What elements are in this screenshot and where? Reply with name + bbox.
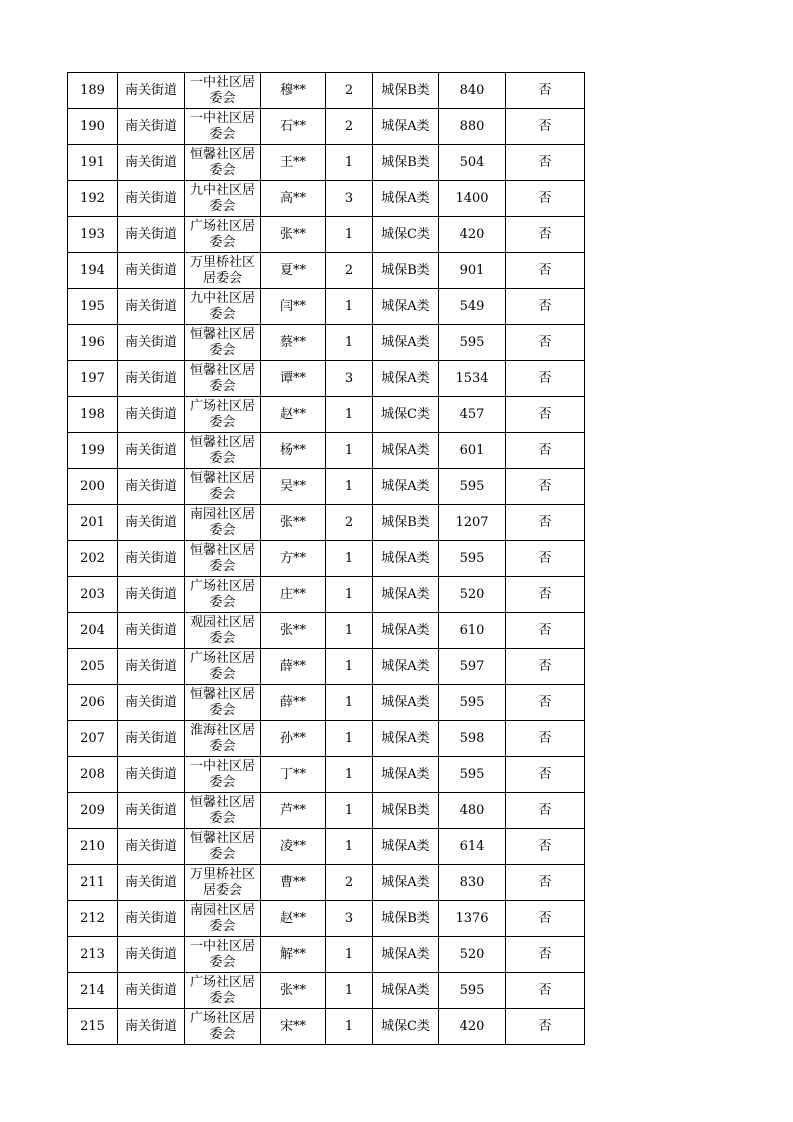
street-cell: 南关街道 <box>118 577 185 613</box>
category-cell: 城保A类 <box>373 613 439 649</box>
street-cell: 南关街道 <box>118 901 185 937</box>
household-size-cell: 1 <box>326 973 373 1009</box>
flag-cell: 否 <box>506 397 585 433</box>
household-size-cell: 1 <box>326 793 373 829</box>
row-number-cell: 209 <box>68 793 118 829</box>
amount-cell: 598 <box>439 721 506 757</box>
flag-cell: 否 <box>506 937 585 973</box>
name-cell: 张** <box>261 217 326 253</box>
amount-cell: 595 <box>439 541 506 577</box>
street-cell: 南关街道 <box>118 73 185 109</box>
category-cell: 城保A类 <box>373 433 439 469</box>
row-number-cell: 212 <box>68 901 118 937</box>
flag-cell: 否 <box>506 217 585 253</box>
amount-cell: 610 <box>439 613 506 649</box>
table-row <box>68 937 585 973</box>
table-row <box>68 109 585 145</box>
street-cell: 南关街道 <box>118 829 185 865</box>
table-row <box>68 829 585 865</box>
street-cell: 南关街道 <box>118 1009 185 1045</box>
row-number-cell: 199 <box>68 433 118 469</box>
community-cell: 南园社区居委会 <box>185 901 261 937</box>
name-cell: 谭** <box>261 361 326 397</box>
amount-cell: 595 <box>439 685 506 721</box>
flag-cell: 否 <box>506 685 585 721</box>
table-row <box>68 577 585 613</box>
household-size-cell: 1 <box>326 289 373 325</box>
amount-cell: 504 <box>439 145 506 181</box>
row-number-cell: 213 <box>68 937 118 973</box>
name-cell: 吴** <box>261 469 326 505</box>
name-cell: 杨** <box>261 433 326 469</box>
row-number-cell: 195 <box>68 289 118 325</box>
row-number-cell: 214 <box>68 973 118 1009</box>
flag-cell: 否 <box>506 541 585 577</box>
table-row <box>68 685 585 721</box>
name-cell: 薛** <box>261 685 326 721</box>
category-cell: 城保A类 <box>373 109 439 145</box>
category-cell: 城保A类 <box>373 685 439 721</box>
category-cell: 城保B类 <box>373 901 439 937</box>
household-size-cell: 1 <box>326 937 373 973</box>
name-cell: 凌** <box>261 829 326 865</box>
amount-cell: 830 <box>439 865 506 901</box>
household-size-cell: 2 <box>326 865 373 901</box>
flag-cell: 否 <box>506 109 585 145</box>
household-size-cell: 3 <box>326 901 373 937</box>
household-size-cell: 1 <box>326 325 373 361</box>
flag-cell: 否 <box>506 649 585 685</box>
amount-cell: 595 <box>439 469 506 505</box>
table-row <box>68 793 585 829</box>
street-cell: 南关街道 <box>118 397 185 433</box>
category-cell: 城保A类 <box>373 325 439 361</box>
flag-cell: 否 <box>506 505 585 541</box>
amount-cell: 480 <box>439 793 506 829</box>
name-cell: 解** <box>261 937 326 973</box>
row-number-cell: 192 <box>68 181 118 217</box>
community-cell: 恒馨社区居委会 <box>185 793 261 829</box>
amount-cell: 840 <box>439 73 506 109</box>
household-size-cell: 1 <box>326 757 373 793</box>
flag-cell: 否 <box>506 469 585 505</box>
category-cell: 城保A类 <box>373 865 439 901</box>
row-number-cell: 191 <box>68 145 118 181</box>
table-row <box>68 361 585 397</box>
name-cell: 高** <box>261 181 326 217</box>
row-number-cell: 206 <box>68 685 118 721</box>
community-cell: 恒馨社区居委会 <box>185 829 261 865</box>
community-cell: 恒馨社区居委会 <box>185 145 261 181</box>
street-cell: 南关街道 <box>118 649 185 685</box>
name-cell: 闫** <box>261 289 326 325</box>
household-size-cell: 1 <box>326 577 373 613</box>
table-row <box>68 541 585 577</box>
table-row <box>68 973 585 1009</box>
flag-cell: 否 <box>506 289 585 325</box>
row-number-cell: 194 <box>68 253 118 289</box>
community-cell: 南园社区居委会 <box>185 505 261 541</box>
name-cell: 夏** <box>261 253 326 289</box>
row-number-cell: 205 <box>68 649 118 685</box>
street-cell: 南关街道 <box>118 541 185 577</box>
table-row <box>68 397 585 433</box>
amount-cell: 880 <box>439 109 506 145</box>
category-cell: 城保C类 <box>373 1009 439 1045</box>
flag-cell: 否 <box>506 433 585 469</box>
community-cell: 一中社区居委会 <box>185 73 261 109</box>
category-cell: 城保A类 <box>373 973 439 1009</box>
name-cell: 庄** <box>261 577 326 613</box>
table-body <box>68 73 585 1045</box>
community-cell: 广场社区居委会 <box>185 217 261 253</box>
household-size-cell: 2 <box>326 505 373 541</box>
table-row <box>68 433 585 469</box>
household-size-cell: 1 <box>326 145 373 181</box>
flag-cell: 否 <box>506 793 585 829</box>
community-cell: 一中社区居委会 <box>185 937 261 973</box>
name-cell: 宋** <box>261 1009 326 1045</box>
name-cell: 王** <box>261 145 326 181</box>
household-size-cell: 2 <box>326 253 373 289</box>
flag-cell: 否 <box>506 181 585 217</box>
community-cell: 广场社区居委会 <box>185 1009 261 1045</box>
amount-cell: 614 <box>439 829 506 865</box>
table-row <box>68 721 585 757</box>
table-row <box>68 613 585 649</box>
flag-cell: 否 <box>506 253 585 289</box>
amount-cell: 420 <box>439 217 506 253</box>
community-cell: 广场社区居委会 <box>185 397 261 433</box>
community-cell: 万里桥社区居委会 <box>185 865 261 901</box>
flag-cell: 否 <box>506 613 585 649</box>
category-cell: 城保A类 <box>373 721 439 757</box>
amount-cell: 595 <box>439 973 506 1009</box>
amount-cell: 549 <box>439 289 506 325</box>
row-number-cell: 196 <box>68 325 118 361</box>
category-cell: 城保A类 <box>373 829 439 865</box>
street-cell: 南关街道 <box>118 757 185 793</box>
amount-cell: 1376 <box>439 901 506 937</box>
row-number-cell: 202 <box>68 541 118 577</box>
category-cell: 城保B类 <box>373 73 439 109</box>
household-size-cell: 2 <box>326 109 373 145</box>
community-cell: 一中社区居委会 <box>185 757 261 793</box>
category-cell: 城保C类 <box>373 397 439 433</box>
row-number-cell: 208 <box>68 757 118 793</box>
community-cell: 万里桥社区居委会 <box>185 253 261 289</box>
amount-cell: 595 <box>439 757 506 793</box>
household-size-cell: 1 <box>326 685 373 721</box>
row-number-cell: 204 <box>68 613 118 649</box>
flag-cell: 否 <box>506 721 585 757</box>
household-size-cell: 1 <box>326 649 373 685</box>
name-cell: 穆** <box>261 73 326 109</box>
community-cell: 恒馨社区居委会 <box>185 325 261 361</box>
amount-cell: 420 <box>439 1009 506 1045</box>
table-row <box>68 217 585 253</box>
table-row <box>68 325 585 361</box>
category-cell: 城保A类 <box>373 181 439 217</box>
table-row <box>68 901 585 937</box>
name-cell: 孙** <box>261 721 326 757</box>
street-cell: 南关街道 <box>118 181 185 217</box>
table-row <box>68 757 585 793</box>
street-cell: 南关街道 <box>118 433 185 469</box>
street-cell: 南关街道 <box>118 865 185 901</box>
category-cell: 城保C类 <box>373 217 439 253</box>
name-cell: 蔡** <box>261 325 326 361</box>
name-cell: 张** <box>261 613 326 649</box>
flag-cell: 否 <box>506 973 585 1009</box>
street-cell: 南关街道 <box>118 361 185 397</box>
community-cell: 九中社区居委会 <box>185 181 261 217</box>
name-cell: 薛** <box>261 649 326 685</box>
row-number-cell: 210 <box>68 829 118 865</box>
amount-cell: 1207 <box>439 505 506 541</box>
name-cell: 石** <box>261 109 326 145</box>
name-cell: 方** <box>261 541 326 577</box>
street-cell: 南关街道 <box>118 721 185 757</box>
table-row <box>68 181 585 217</box>
table-row <box>68 145 585 181</box>
assistance-table <box>67 72 585 1045</box>
flag-cell: 否 <box>506 577 585 613</box>
street-cell: 南关街道 <box>118 253 185 289</box>
amount-cell: 520 <box>439 577 506 613</box>
amount-cell: 1400 <box>439 181 506 217</box>
community-cell: 恒馨社区居委会 <box>185 685 261 721</box>
street-cell: 南关街道 <box>118 685 185 721</box>
category-cell: 城保B类 <box>373 145 439 181</box>
flag-cell: 否 <box>506 325 585 361</box>
street-cell: 南关街道 <box>118 937 185 973</box>
amount-cell: 595 <box>439 325 506 361</box>
household-size-cell: 2 <box>326 73 373 109</box>
amount-cell: 597 <box>439 649 506 685</box>
category-cell: 城保A类 <box>373 757 439 793</box>
category-cell: 城保A类 <box>373 577 439 613</box>
household-size-cell: 1 <box>326 217 373 253</box>
street-cell: 南关街道 <box>118 505 185 541</box>
community-cell: 一中社区居委会 <box>185 109 261 145</box>
row-number-cell: 201 <box>68 505 118 541</box>
flag-cell: 否 <box>506 361 585 397</box>
table-row <box>68 289 585 325</box>
row-number-cell: 211 <box>68 865 118 901</box>
flag-cell: 否 <box>506 865 585 901</box>
name-cell: 张** <box>261 505 326 541</box>
community-cell: 恒馨社区居委会 <box>185 433 261 469</box>
street-cell: 南关街道 <box>118 217 185 253</box>
category-cell: 城保A类 <box>373 541 439 577</box>
street-cell: 南关街道 <box>118 469 185 505</box>
street-cell: 南关街道 <box>118 109 185 145</box>
household-size-cell: 1 <box>326 541 373 577</box>
flag-cell: 否 <box>506 145 585 181</box>
category-cell: 城保A类 <box>373 649 439 685</box>
category-cell: 城保A类 <box>373 469 439 505</box>
table-row <box>68 649 585 685</box>
name-cell: 张** <box>261 973 326 1009</box>
row-number-cell: 207 <box>68 721 118 757</box>
street-cell: 南关街道 <box>118 289 185 325</box>
amount-cell: 520 <box>439 937 506 973</box>
household-size-cell: 1 <box>326 469 373 505</box>
row-number-cell: 200 <box>68 469 118 505</box>
community-cell: 恒馨社区居委会 <box>185 361 261 397</box>
community-cell: 广场社区居委会 <box>185 577 261 613</box>
name-cell: 芦** <box>261 793 326 829</box>
household-size-cell: 1 <box>326 721 373 757</box>
street-cell: 南关街道 <box>118 973 185 1009</box>
category-cell: 城保A类 <box>373 289 439 325</box>
household-size-cell: 3 <box>326 361 373 397</box>
community-cell: 淮海社区居委会 <box>185 721 261 757</box>
flag-cell: 否 <box>506 757 585 793</box>
flag-cell: 否 <box>506 901 585 937</box>
table-row <box>68 73 585 109</box>
community-cell: 广场社区居委会 <box>185 973 261 1009</box>
community-cell: 观园社区居委会 <box>185 613 261 649</box>
amount-cell: 901 <box>439 253 506 289</box>
category-cell: 城保B类 <box>373 253 439 289</box>
household-size-cell: 1 <box>326 397 373 433</box>
name-cell: 赵** <box>261 397 326 433</box>
community-cell: 广场社区居委会 <box>185 649 261 685</box>
table-row <box>68 505 585 541</box>
street-cell: 南关街道 <box>118 793 185 829</box>
flag-cell: 否 <box>506 829 585 865</box>
name-cell: 丁** <box>261 757 326 793</box>
table-row <box>68 253 585 289</box>
amount-cell: 1534 <box>439 361 506 397</box>
row-number-cell: 203 <box>68 577 118 613</box>
household-size-cell: 1 <box>326 433 373 469</box>
household-size-cell: 1 <box>326 1009 373 1045</box>
category-cell: 城保A类 <box>373 361 439 397</box>
flag-cell: 否 <box>506 73 585 109</box>
row-number-cell: 215 <box>68 1009 118 1045</box>
amount-cell: 601 <box>439 433 506 469</box>
category-cell: 城保B类 <box>373 793 439 829</box>
household-size-cell: 1 <box>326 613 373 649</box>
community-cell: 九中社区居委会 <box>185 289 261 325</box>
row-number-cell: 198 <box>68 397 118 433</box>
row-number-cell: 197 <box>68 361 118 397</box>
street-cell: 南关街道 <box>118 325 185 361</box>
flag-cell: 否 <box>506 1009 585 1045</box>
community-cell: 恒馨社区居委会 <box>185 541 261 577</box>
household-size-cell: 1 <box>326 829 373 865</box>
row-number-cell: 189 <box>68 73 118 109</box>
table-row <box>68 469 585 505</box>
table-row <box>68 1009 585 1045</box>
household-size-cell: 3 <box>326 181 373 217</box>
category-cell: 城保A类 <box>373 937 439 973</box>
row-number-cell: 193 <box>68 217 118 253</box>
amount-cell: 457 <box>439 397 506 433</box>
street-cell: 南关街道 <box>118 145 185 181</box>
street-cell: 南关街道 <box>118 613 185 649</box>
row-number-cell: 190 <box>68 109 118 145</box>
category-cell: 城保B类 <box>373 505 439 541</box>
name-cell: 赵** <box>261 901 326 937</box>
name-cell: 曹** <box>261 865 326 901</box>
community-cell: 恒馨社区居委会 <box>185 469 261 505</box>
table-row <box>68 865 585 901</box>
